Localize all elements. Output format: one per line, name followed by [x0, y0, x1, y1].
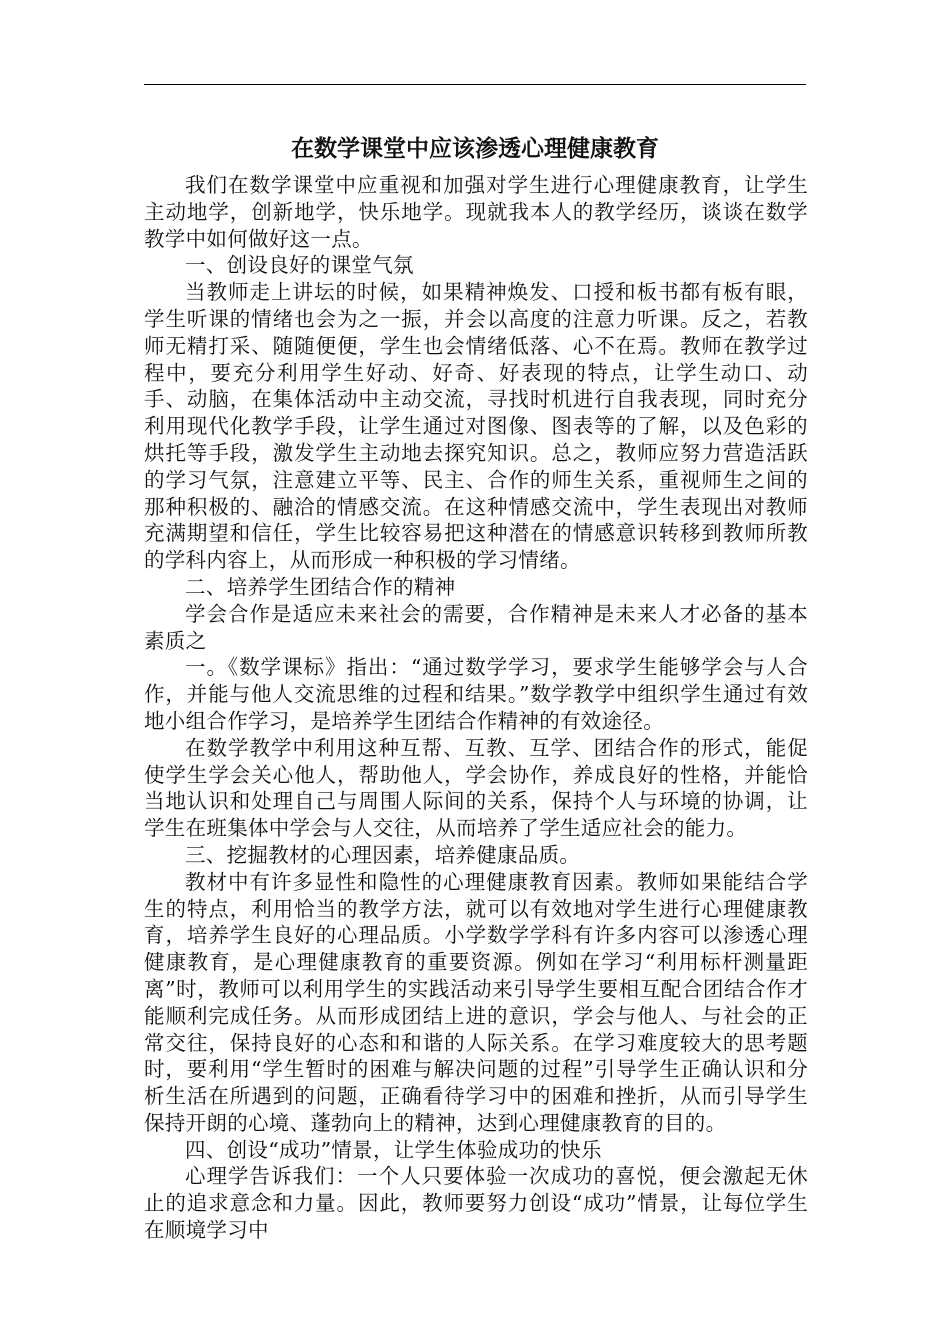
paragraph-section-2b: 一。《数学课标》指出：“通过数学学习，要求学生能够学会与人合作，并能与他人交流思维的过程和结果。”数学教学中组织学生通过有效地小组合作学习，是培养学生团结合作精神的有效途径。: [144, 655, 808, 733]
paragraph-section-3: 教材中有许多显性和隐性的心理健康教育因素。教师如果能结合学生的特点，利用恰当的教学方法，就可以有效地对学生进行心理健康教育，培养学生良好的心理品质。小学数学学科有许多内容可以渗透心理健康教育，是心理健康教育的重要资源。例如在学习“利用标杆测量距离”时，教师可以利用学生的实践活动来引导学生要相互配合团结合作才能顺利完成任务。从而形成团结上进的意识，学会与他人、与社会的正常交往，保持良好的心态和和谐的人际关系。在学习难度较大的思考题时，要利用“学生暂时的困难与解决问题的过程”引导学生正确认识和分析生活在所遇到的问题，正确看待学习中的困难和挫折，从而引导学生保持开朗的心境、蓬勃向上的精神，达到心理健康教育的目的。: [144, 869, 808, 1135]
section-heading-4: 四、创设“成功”情景，让学生体验成功的快乐: [185, 1137, 602, 1162]
paragraph-intro: 我们在数学课堂中应重视和加强对学生进行心理健康教育，让学生主动地学，创新地学，快乐地学。现就我本人的教学经历，谈谈在数学教学中如何做好这一点。: [144, 173, 808, 251]
document-title: 在数学课堂中应该渗透心理健康教育: [291, 136, 659, 162]
paragraph-section-1: 当教师走上讲坛的时候，如果精神焕发、口授和板书都有板有眼，学生听课的情绪也会为之一振，并会以高度的注意力听课。反之，若教师无精打采、随随便便，学生也会情绪低落、心不在焉。教师在教学过程中，要充分利用学生好动、好奇、好表现的特点，让学生动口、动手、动脑，在集体活动中主动交流，寻找时机进行自我表现，同时充分利用现代化教学手段，让学生通过对图像、图表等的了解，以及色彩的烘托等手段，激发学生主动地去探究知识。总之，教师应努力营造活跃的学习气氛，注意建立平等、民主、合作的师生关系，重视师生之间的那种积极的、融洽的情感交流。在这种情感交流中，学生表现出对教师充满期望和信任，学生比较容易把这种潜在的情感意识转移到教师所教的学科内容上，从而形成一种积极的学习情绪。: [144, 280, 808, 573]
paragraph-section-2a: 学会合作是适应未来社会的需要，合作精神是未来人才必备的基本素质之: [144, 601, 808, 653]
header-rule: [144, 84, 806, 85]
section-heading-2: 二、培养学生团结合作的精神: [185, 574, 456, 599]
paragraph-section-2c: 在数学教学中利用这种互帮、互教、互学、团结合作的形式，能促使学生学会关心他人，帮助他人，学会协作，养成良好的性格，并能恰当地认识和处理自己与周围人际间的关系，保持个人与环境的协调，让学生在班集体中学会与人交往，从而培养了学生适应社会的能力。: [144, 735, 808, 841]
section-heading-1: 一、创设良好的课堂气氛: [185, 253, 414, 278]
section-heading-3: 三、挖掘教材的心理因素，培养健康品质。: [185, 842, 581, 867]
document-body: [144, 172, 808, 1244]
paragraph-section-4: 心理学告诉我们：一个人只要体验一次成功的喜悦，便会激起无休止的追求意念和力量。因此，教师要努力创设“成功”情景，让每位学生在顺境学习中: [144, 1164, 808, 1243]
